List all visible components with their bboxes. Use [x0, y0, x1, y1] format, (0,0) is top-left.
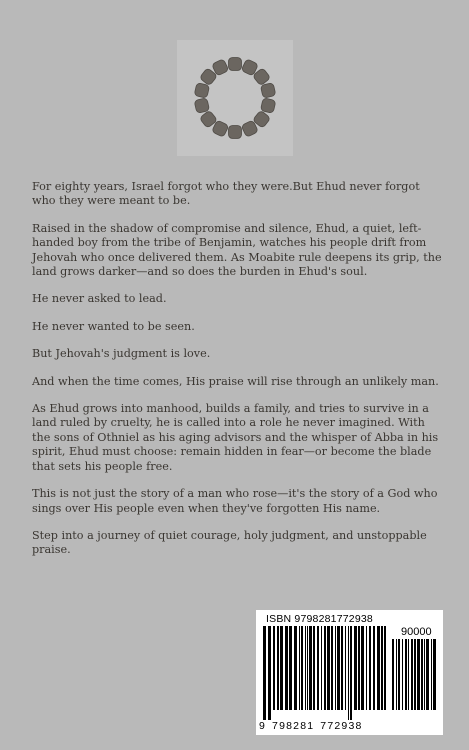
stone-icon: [260, 83, 276, 99]
barcode-bar: [424, 639, 425, 710]
barcode-bar: [431, 639, 432, 710]
barcode-bar: [277, 626, 279, 710]
barcode-bar: [377, 626, 380, 710]
barcode-digit-group-2: 772938: [320, 720, 363, 732]
barcode-bar: [421, 639, 423, 710]
barcode-bar: [345, 626, 346, 710]
barcode-bar: [299, 626, 300, 710]
stone-icon: [194, 98, 210, 114]
barcode-bar: [373, 626, 375, 710]
barcode-bar: [396, 639, 397, 710]
back-cover-blurb: [32, 180, 442, 571]
barcode-digit-first: 9: [259, 720, 267, 732]
blurb-paragraph-5: But Jehovah's judgment is love.: [32, 347, 211, 361]
blurb-paragraph-1: For eighty years, Israel forgot who they were.But Ehud never forgot who they were meant to be.: [32, 180, 420, 208]
barcode-bar: [327, 626, 330, 710]
blurb-paragraph-7: As Ehud grows into manhood, builds a family, and tries to survive in a land ruled by cruelty, he is called into a role he never imagined. With the sons of Othniel as his aging advisors and the whisper of Abba in his spirit, Ehud must choose: remain hidden in fear—or become the blade that sets his people free.: [32, 402, 439, 473]
blurb-paragraph-3: He never asked to lead.: [32, 292, 167, 306]
barcode-bar: [411, 639, 413, 710]
stone-icon: [260, 98, 276, 114]
barcode-bar: [337, 626, 340, 710]
barcode-bar: [273, 626, 275, 710]
blurb-paragraph-4: He never wanted to be seen.: [32, 319, 195, 333]
isbn-label: ISBN 9798281772938: [266, 613, 373, 625]
barcode-bar: [317, 626, 319, 710]
stone-icon: [194, 83, 210, 99]
barcode-bar: [313, 626, 315, 710]
barcode-bar: [354, 626, 357, 710]
barcode-bar: [321, 626, 322, 710]
barcode-bar: [301, 626, 303, 710]
barcode-bar: [285, 626, 288, 710]
barcode-bar: [307, 626, 308, 710]
barcode-bar: [341, 626, 343, 710]
blurb-paragraph-9: Step into a journey of quiet courage, holy judgment, and unstoppable praise.: [32, 528, 427, 557]
barcode-bars: [262, 626, 386, 720]
isbn-barcode: [256, 610, 443, 735]
barcode-bar: [335, 626, 336, 710]
barcode-bar: [381, 626, 383, 710]
barcode-bar: [433, 639, 436, 710]
price-code: 90000: [401, 626, 432, 638]
ring-of-stones-icon: [177, 40, 293, 156]
stone-icon: [229, 126, 242, 139]
barcode-bar: [384, 626, 386, 710]
barcode-bar: [358, 626, 360, 710]
barcode-bar: [309, 626, 312, 710]
barcode-bar: [348, 626, 349, 720]
barcode-bar: [414, 639, 416, 710]
barcode-bar: [324, 626, 326, 710]
barcode-bar: [369, 626, 371, 710]
emblem: [177, 40, 293, 156]
barcode-bar: [289, 626, 292, 710]
barcode-bar: [398, 639, 400, 710]
barcode-bar: [280, 626, 283, 710]
barcode-digits: [259, 720, 384, 732]
blurb-paragraph-2: Raised in the shadow of compromise and silence, Ehud, a quiet, left-handed boy from the tribe of Benjamin, watches his people drift from Jehovah who once delivered them. As Moabite rule deepens its grip, the land grows darker—and so does the burden in Ehud's soul.: [32, 221, 442, 279]
barcode-bar: [426, 639, 429, 710]
barcode-bar: [331, 626, 333, 710]
barcode-bar: [263, 626, 266, 720]
blurb-paragraph-6: And when the time comes, His praise will rise through an unlikely man.: [32, 374, 439, 388]
barcode-bar: [294, 626, 297, 710]
barcode-bar: [305, 626, 306, 710]
barcode-bar: [408, 639, 409, 710]
barcode-bar: [361, 626, 364, 710]
blurb-paragraph-8: This is not just the story of a man who rose—it's the story of a God who sings over His people even when they've forgotten His name.: [32, 487, 438, 515]
addon-barcode-bars: [391, 639, 437, 720]
barcode-bar: [366, 626, 367, 710]
barcode-bar: [402, 639, 403, 710]
barcode-digit-group-1: 798281: [272, 720, 315, 732]
stone-icon: [229, 58, 242, 71]
barcode-bar: [392, 639, 394, 710]
barcode-bar: [405, 639, 407, 710]
barcode-bar: [417, 639, 420, 710]
barcode-bar: [268, 626, 271, 720]
barcode-bar: [350, 626, 352, 720]
